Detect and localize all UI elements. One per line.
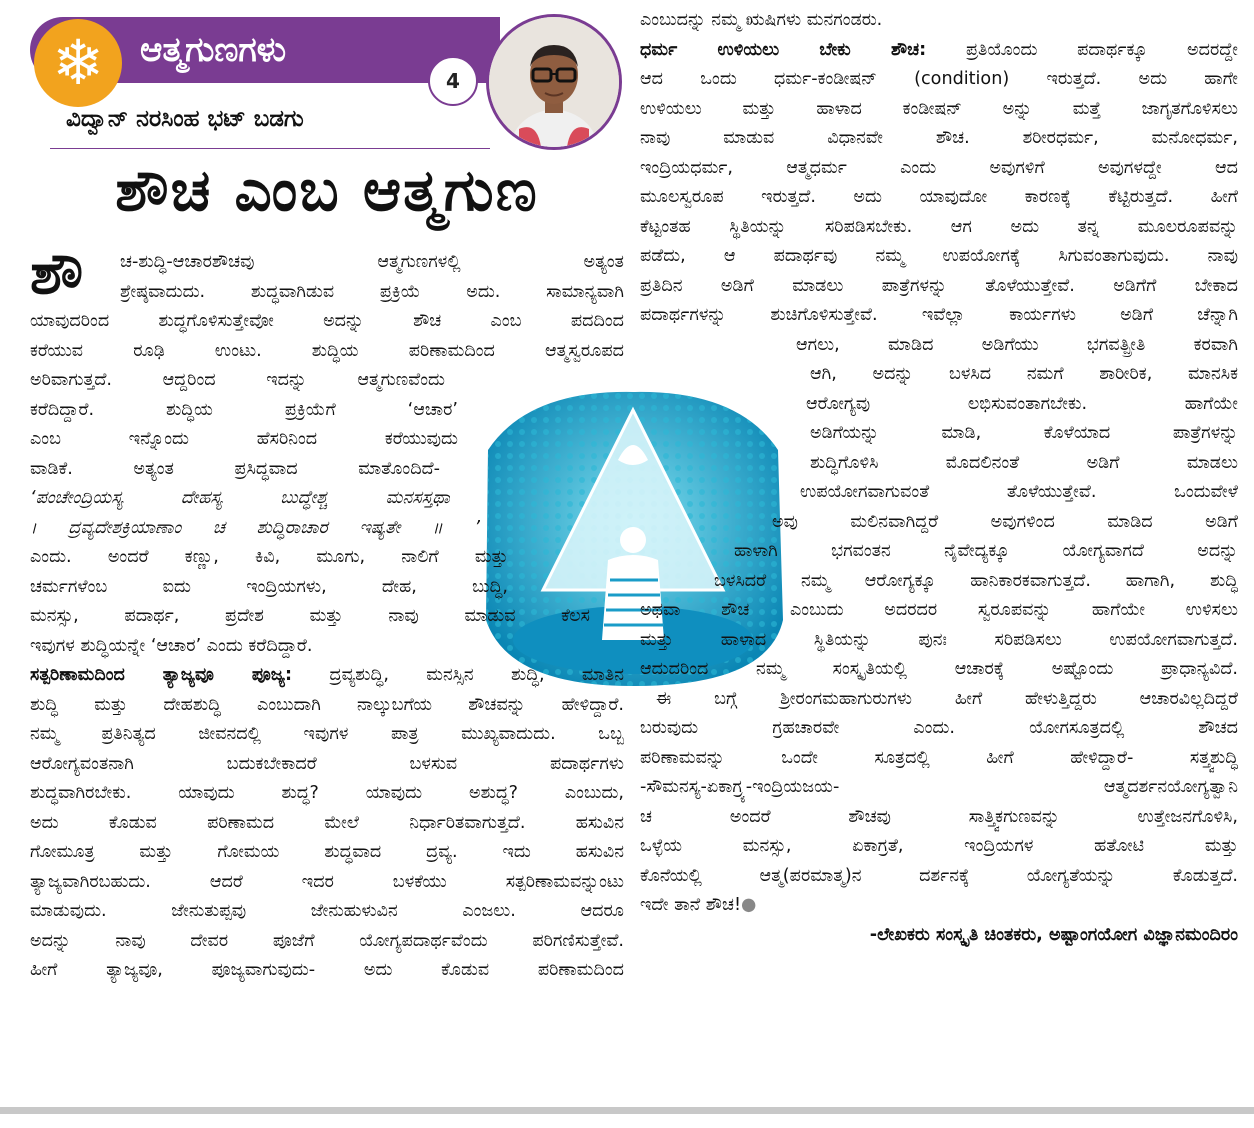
text-line: ಇಂದ್ರಿಯಧರ್ಮ, ಆತ್ಮಧರ್ಮ ಎಂದು ಅವುಗಳಿಗೆ ಅವುಗಳದ್ದೇ ಆದ bbox=[640, 157, 1238, 178]
snowflake-icon: ❄ bbox=[34, 19, 122, 107]
text-line: ಉಪಯೋಗವಾಗುವಂತೆ ತೊಳೆಯುತ್ತೇವೆ. ಒಂದುವೇಳೆ bbox=[800, 482, 1238, 502]
issue-number-badge: 4 bbox=[428, 56, 478, 106]
text-line: ಅಥವಾ ಶೌಚ ಎಂಬುದು ಅದರದರ ಸ್ವರೂಪವನ್ನು ಹಾಗೆಯೇ ಉಳಿಸಲು bbox=[640, 600, 1238, 620]
text-line-rest: ಪ್ರತಿಯೊಂದು ಪದಾರ್ಥಕ್ಕೂ ಅದರದ್ದೇ bbox=[965, 39, 1238, 60]
author-name: ವಿದ್ವಾನ್ ನರಸಿಂಹ ಭಟ್ ಬಡಗು bbox=[66, 106, 304, 132]
text-line: ಅದು ಕೊಡುವ ಪರಿಣಾಮದ ಮೇಲೆ ನಿರ್ಧಾರಿತವಾಗುತ್ತದೆ. ಹಸುವಿನ bbox=[30, 812, 624, 833]
text-line: ಆಗಲು, ಮಾಡಿದ ಅಡಿಗೆಯು ಭಗವತ್ಪ್ರೀತಿ ಕರವಾಗಿ bbox=[796, 334, 1238, 355]
text-line: ನಾವು ಮಾಡುವ ವಿಧಾನವೇ ಶೌಚ. ಶರೀರಧರ್ಮ, ಮನೋಧರ್ಮ, bbox=[640, 128, 1238, 148]
text-line: ಪ್ರತಿದಿನ ಅಡಿಗೆ ಮಾಡಲು ಪಾತ್ರೆಗಳನ್ನು ತೊಳೆಯುತ್ತೇವೆ. ಅಡಿಗೆಗೆ ಬೇಕಾದ bbox=[640, 275, 1238, 296]
text-line: ಇವುಗಳ ಶುದ್ಧಿಯನ್ನೇ ‘ಆಚಾರ’ ಎಂದು ಕರೆದಿದ್ದಾರೆ. bbox=[30, 635, 313, 656]
text-line: ಗೋಮೂತ್ರ ಮತ್ತು ಗೋಮಯ ಶುದ್ಧವಾದ ದ್ರವ್ಯ. ಇದು ಹಸುವಿನ bbox=[30, 842, 624, 862]
text-line: ಬರುವುದು ಗ್ರಹಚಾರವೇ ಎಂದು. ಯೋಗಸೂತ್ರದಲ್ಲಿ ಶೌಚದ bbox=[640, 718, 1238, 738]
text-line: ಆದುದರಿಂದ ನಮ್ಮ ಸಂಸ್ಕೃತಿಯಲ್ಲಿ ಆಚಾರಕ್ಕೆ ಅಷ್ಟೊಂದು ಪ್ರಾಧಾನ್ಯವಿದೆ. bbox=[640, 659, 1238, 679]
text-line: ಯಾವುದರಿಂದ ಶುದ್ಧಗೊಳಿಸುತ್ತೇವೋ ಅದನ್ನು ಶೌಚ ಎಂಬ ಪದದಿಂದ bbox=[30, 311, 624, 331]
text-line: ಒಳ್ಳೆಯ ಮನಸ್ಸು, ಏಕಾಗ್ರತೆ, ಇಂದ್ರಿಯಗಳ ಹತೋಟಿ ಮತ್ತು bbox=[640, 836, 1238, 856]
text-line: ಶುದ್ಧಿ ಮತ್ತು ದೇಹಶುದ್ಧಿ ಎಂಬುದಾಗಿ ನಾಲ್ಕುಬಗೆಯ ಶೌಚವನ್ನು ಹೇಳಿದ್ದಾರೆ. bbox=[30, 694, 624, 715]
header-divider bbox=[50, 148, 490, 149]
subhead: ಧರ್ಮ ಉಳಿಯಲು ಬೇಕು ಶೌಚ: bbox=[640, 39, 927, 60]
text-line: ಆಗಿ, ಅದನ್ನು ಬಳಸಿದ ನಮಗೆ ಶಾರೀರಿಕ, ಮಾನಸಿಕ bbox=[810, 364, 1238, 384]
text-line: ಈ ಬಗ್ಗೆ ಶ್ರೀರಂಗಮಹಾಗುರುಗಳು ಹೀಗೆ ಹೇಳುತ್ತಿದ್ದರು ಆಚಾರವಿಲ್ಲದಿದ್ದರೆ bbox=[656, 688, 1238, 709]
right-column bbox=[640, 6, 1238, 950]
text-line: ಅವು ಮಲಿನವಾಗಿದ್ದರೆ ಅವುಗಳಿಂದ ಮಾಡಿದ ಅಡಿಗೆ bbox=[772, 511, 1238, 532]
footer-bar bbox=[0, 1107, 1254, 1114]
text-line: ಪಡೆದು, ಆ ಪದಾರ್ಥವು ನಮ್ಮ ಉಪಯೋಗಕ್ಕೆ ಸಿಗುವಂತಾಗುವುದು. ನಾವು bbox=[640, 246, 1238, 266]
text-line-rest: ದ್ರವ್ಯಶುದ್ಧಿ, ಮನಸ್ಸಿನ ಶುದ್ಧಿ, ಮಾತಿನ bbox=[329, 665, 624, 685]
text-line: ಪದಾರ್ಥಗಳನ್ನು ಶುಚಿಗೊಳಿಸುತ್ತೇವೆ. ಇವೆಲ್ಲಾ ಕಾರ್ಯಗಳು ಅಡಿಗೆ ಚೆನ್ನಾಗಿ bbox=[640, 305, 1238, 325]
closing-line: ಇದೇ ತಾನೆ ಶೌಚ! bbox=[640, 895, 742, 915]
text-line: ಎಂದು. ಅಂದರೆ ಕಣ್ಣು, ಕಿವಿ, ಮೂಗು, ನಾಲಿಗೆ ಮತ್ತು bbox=[30, 547, 508, 567]
text-line: ಆರೋಗ್ಯವು ಲಭಿಸುವಂತಾಗಬೇಕು. ಹಾಗೆಯೇ bbox=[806, 393, 1238, 414]
text-line: ಚರ್ಮಗಳೆಂಬ ಐದು ಇಂದ್ರಿಯಗಳು, ದೇಹ, ಬುದ್ಧಿ, bbox=[30, 576, 508, 597]
text-line bbox=[30, 661, 624, 691]
text-line: ತ್ಯಾಜ್ಯವಾಗಿರಬಹುದು. ಆದರೆ ಇದರ ಬಳಕೆಯು ಸತ್ಪರಿಣಾಮವನ್ನುಂಟು bbox=[30, 871, 624, 892]
text-line bbox=[640, 36, 1238, 66]
byline: -ಲೇಖಕರು ಸಂಸ್ಕೃತಿ ಚಿಂತಕರು, ಅಷ್ಟಾಂಗಯೋಗ ವಿಜ್ಞಾನಮಂದಿರಂ bbox=[869, 924, 1238, 945]
text-line: ಆರೋಗ್ಯವಂತನಾಗಿ ಬದುಕಬೇಕಾದರೆ ಬಳಸುವ ಪದಾರ್ಥಗಳು bbox=[30, 753, 624, 774]
subhead: ಸತ್ಪರಿಣಾಮದಿಂದ ತ್ಯಾಜ್ಯವೂ ಪೂಜ್ಯ: bbox=[30, 665, 293, 685]
text-line: ಚ ಅಂದರೆ ಶೌಚವು ಸಾತ್ತ್ವಿಕಗುಣವನ್ನು ಉತ್ತೇಜನಗೊಳಿಸಿ, bbox=[640, 806, 1238, 827]
text-line: ಚ-ಶುದ್ಧಿ-ಆಚಾರಶೌಚವು ಆತ್ಮಗುಣಗಳಲ್ಲಿ ಅತ್ಯಂತ bbox=[120, 252, 624, 272]
text-line: -ಸೌಮನಸ್ಯ-ಏಕಾಗ್ರ್ಯ-ಇಂದ್ರಿಯಜಯ- ಆತ್ಮದರ್ಶನಯೋಗ್ಯತ್ವಾನಿ bbox=[640, 777, 1238, 797]
column-title: ಆತ್ಮಗುಣಗಳು bbox=[140, 30, 287, 70]
text-line: ಎಂಬುದನ್ನು ನಮ್ಮ ಋಷಿಗಳು ಮನಗಂಡರು. bbox=[640, 10, 883, 30]
text-line: ಕೊನೆಯಲ್ಲಿ ಆತ್ಮ(ಪರಮಾತ್ಮ)ನ ದರ್ಶನಕ್ಕೆ ಯೋಗ್ಯತೆಯನ್ನು ಕೊಡುತ್ತದೆ. bbox=[640, 865, 1238, 886]
text-line: ಶುದ್ಧವಾಗಿರಬೇಕು. ಯಾವುದು ಶುದ್ಧ? ಯಾವುದು ಅಶುದ್ಧ? ಎಂಬುದು, bbox=[30, 783, 624, 803]
text-line: ಮತ್ತು ಹಾಳಾದ ಸ್ಥಿತಿಯನ್ನು ಪುನಃ ಸರಿಪಡಿಸಲು ಉಪಯೋಗವಾಗುತ್ತದೆ. bbox=[640, 629, 1238, 650]
author-photo bbox=[486, 14, 622, 150]
text-line: ಹಾಳಾಗಿ ಭಗವಂತನ ನೈವೇದ್ಯಕ್ಕೂ ಯೋಗ್ಯವಾಗದೆ ಅದನ್ನು bbox=[734, 541, 1238, 561]
text-line: । ದ್ರವ್ಯದೇಶಕ್ರಿಯಾಣಾಂ ಚ ಶುದ್ಧಿರಾಚಾರ ಇಷ್ಯತೇ ॥ ’ bbox=[30, 517, 480, 538]
text-line: ಮೂಲಸ್ವರೂಪ ಇರುತ್ತದೆ. ಅದು ಯಾವುದೋ ಕಾರಣಕ್ಕೆ ಕೆಟ್ಟಿರುತ್ತದೆ. ಹೀಗೆ bbox=[640, 187, 1238, 207]
text-line: ಎಂಬ ಇನ್ನೊಂದು ಹೆಸರಿನಿಂದ ಕರೆಯುವುದು bbox=[30, 429, 458, 449]
text-line: ನಮ್ಮ ಪ್ರತಿನಿತ್ಯದ ಜೀವನದಲ್ಲಿ ಇವುಗಳ ಪಾತ್ರ ಮುಖ್ಯವಾದುದು. ಒಬ್ಬ bbox=[30, 724, 624, 744]
text-line: ಅರಿವಾಗುತ್ತದೆ. ಆದ್ದರಿಂದ ಇದನ್ನು ಆತ್ಮಗುಣವೆಂದು bbox=[30, 370, 445, 390]
text-line: ಕೆಟ್ಟಂತಹ ಸ್ಥಿತಿಯನ್ನು ಸರಿಪಡಿಸಬೇಕು. ಆಗ ಅದು ತನ್ನ ಮೂಲರೂಪವನ್ನು bbox=[640, 216, 1238, 237]
drop-cap: ಶೌ bbox=[30, 239, 84, 307]
text-line: ಆದ ಒಂದು ಧರ್ಮ-ಕಂಡೀಷನ್ (condition) ಇರುತ್ತದೆ. ಅದು ಹಾಗೇ bbox=[640, 69, 1238, 89]
text-line: ಉಳಿಯಲು ಮತ್ತು ಹಾಳಾದ ಕಂಡೀಷನ್ ಅನ್ನು ಮತ್ತೆ ಜಾಗೃತಗೊಳಿಸಲು bbox=[640, 98, 1238, 119]
text-line: ‘ಪಂಚೇಂದ್ರಿಯಸ್ಯ ದೇಹಸ್ಯ ಬುದ್ಧೇಶ್ಚ ಮನಸಸ್ತಥಾ bbox=[30, 488, 450, 508]
text-line: ಅದನ್ನು ನಾವು ದೇವರ ಪೂಜೆಗೆ ಯೋಗ್ಯಪದಾರ್ಥವೆಂದು ಪರಿಗಣಿಸುತ್ತೇವೆ. bbox=[30, 930, 624, 951]
text-line: ಶ್ರೇಷ್ಠವಾದುದು. ಶುದ್ಧವಾಗಿಡುವ ಪ್ರಕ್ರಿಯೆ ಅದು. ಸಾಮಾನ್ಯವಾಗಿ bbox=[120, 281, 624, 302]
text-line: ವಾಡಿಕೆ. ಅತ್ಯಂತ ಪ್ರಸಿದ್ಧವಾದ ಮಾತೊಂದಿದೆ- bbox=[30, 458, 440, 479]
text-line: ಮನಸ್ಸು, ಪದಾರ್ಥ, ಪ್ರದೇಶ ಮತ್ತು ನಾವು ಮಾಡುವ ಕೆಲಸ bbox=[30, 606, 590, 626]
text-line: ಕರೆದಿದ್ದಾರೆ. ಶುದ್ಧಿಯ ಪ್ರಕ್ರಿಯೆಗೆ ‘ಆಚಾರ’ bbox=[30, 399, 458, 420]
text-line: ಶುದ್ಧಿಗೊಳಿಸಿ ಮೊದಲಿನಂತೆ ಅಡಿಗೆ ಮಾಡಲು bbox=[810, 452, 1238, 473]
left-column bbox=[30, 248, 624, 986]
text-line: ಪರಿಣಾಮವನ್ನು ಒಂದೇ ಸೂತ್ರದಲ್ಲಿ ಹೀಗೆ ಹೇಳಿದ್ದಾರೆ- ಸತ್ತ್ವಶುದ್ಧಿ bbox=[640, 747, 1238, 768]
end-mark: ● bbox=[741, 895, 757, 915]
text-line: ಮಾಡುವುದು. ಜೇನುತುಪ್ಪವು ಜೇನುಹುಳುವಿನ ಎಂಜಲು. ಆದರೂ bbox=[30, 901, 624, 921]
text-line: ಕರೆಯುವ ರೂಢಿ ಉಂಟು. ಶುದ್ಧಿಯ ಪರಿಣಾಮದಿಂದ ಆತ್ಮಸ್ವರೂಪದ bbox=[30, 340, 624, 361]
text-line: ಹೀಗೆ ತ್ಯಾಜ್ಯವೂ, ಪೂಜ್ಯವಾಗುವುದು- ಅದು ಕೊಡುವ ಪರಿಣಾಮದಿಂದ bbox=[30, 960, 624, 980]
text-line: ಬಳಸಿದರೆ ನಮ್ಮ ಆರೋಗ್ಯಕ್ಕೂ ಹಾನಿಕಾರಕವಾಗುತ್ತದೆ. ಹಾಗಾಗಿ, ಶುದ್ಧಿ bbox=[714, 570, 1238, 591]
text-line: ಅಡಿಗೆಯನ್ನು ಮಾಡಿ, ಕೊಳೆಯಾದ ಪಾತ್ರೆಗಳನ್ನು bbox=[810, 423, 1238, 443]
headline: ಶೌಚ ಎಂಬ ಆತ್ಮಗುಣ bbox=[115, 156, 539, 224]
text-line bbox=[640, 891, 1238, 921]
